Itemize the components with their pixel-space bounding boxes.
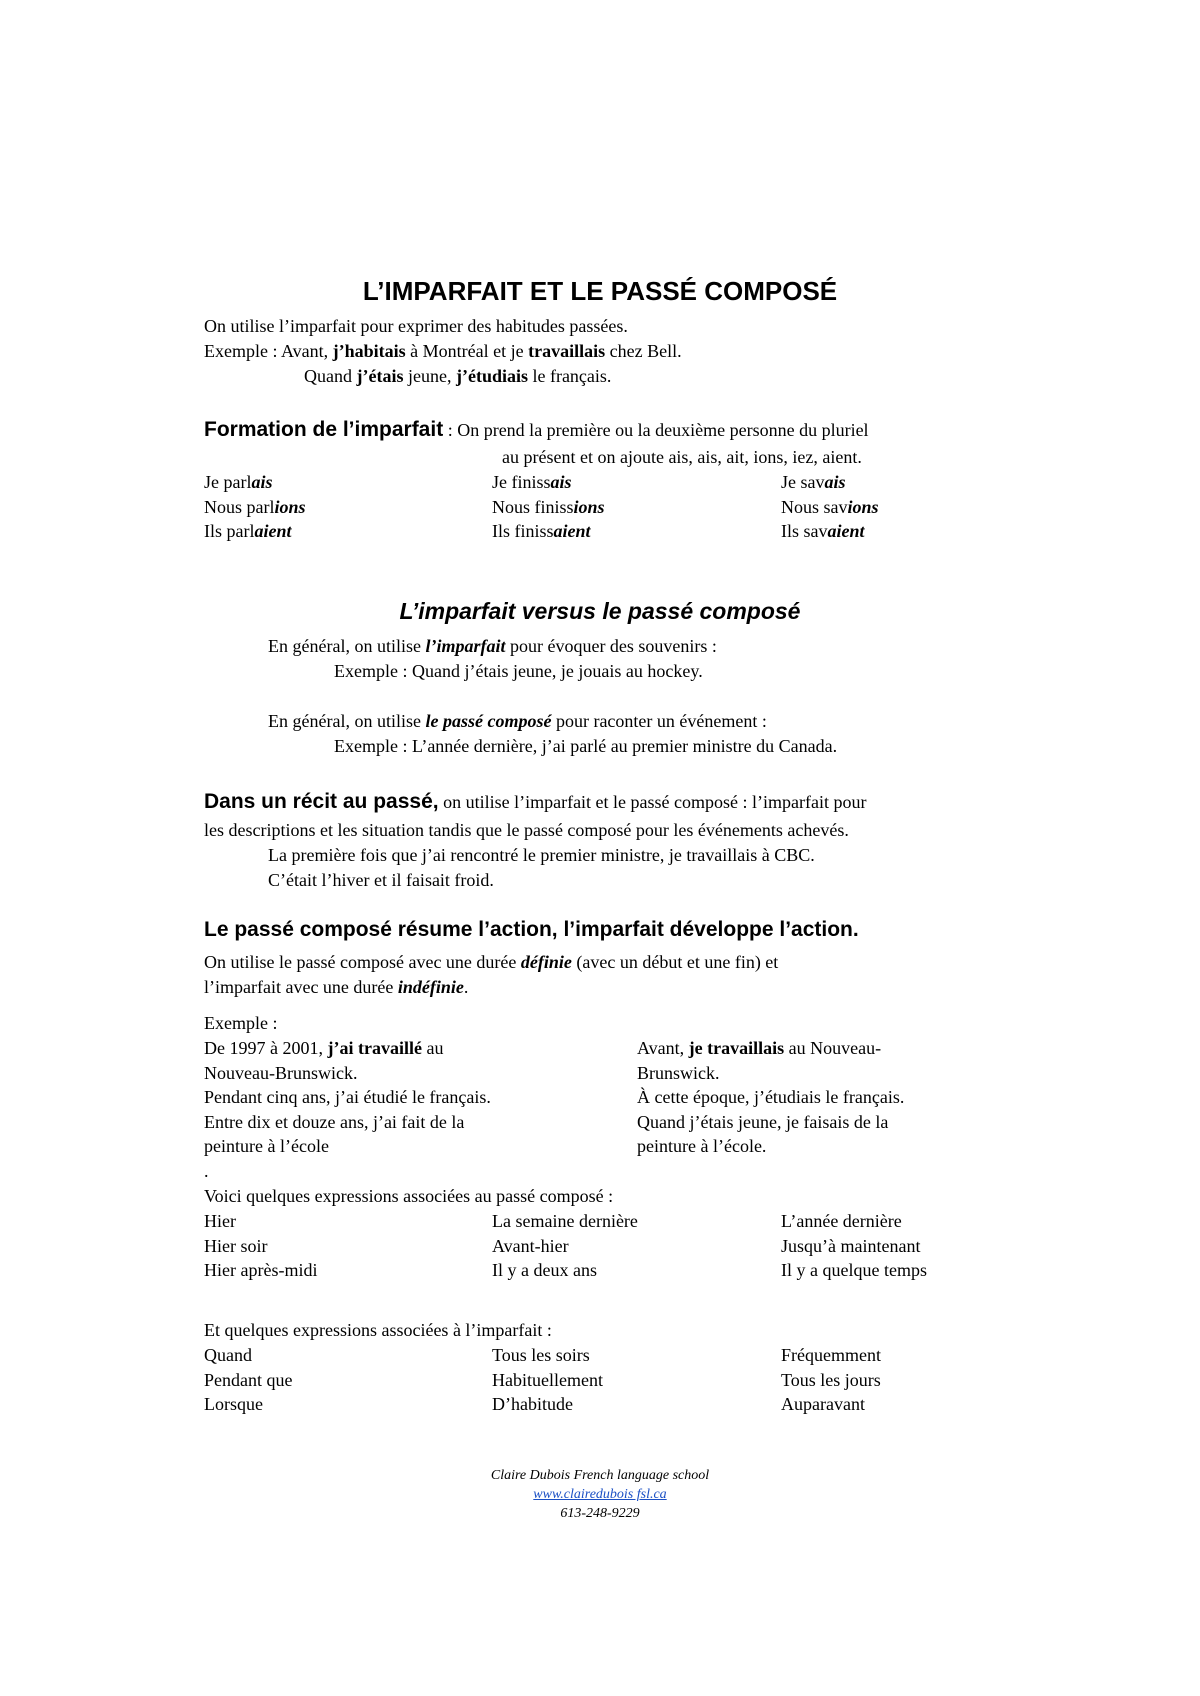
conj-item: Je savais [781,472,846,492]
expr-item: Habituellement [492,1369,603,1390]
expr-pc-col-1 [204,1209,317,1283]
conjugation-finir [492,470,605,544]
conj-item: Je finissais [492,472,572,492]
expr-item: Hier [204,1211,236,1231]
formation-line-2: au présent et on ajoute ais, ais, ait, ions, iez, aient. [502,447,862,467]
expr-item: Jusqu’à maintenant [781,1235,921,1256]
left-line: peinture à l’école [204,1136,329,1156]
expr-item: D’habitude [492,1394,573,1414]
page-title: L’IMPARFAIT ET LE PASSÉ COMPOSÉ [362,276,838,306]
expr-item: Il y a quelque temps [781,1260,927,1280]
expr-item: Auparavant [781,1394,865,1414]
expr-item: L’année dernière [781,1211,902,1231]
expr-item: La semaine dernière [492,1211,638,1231]
recit-heading: Dans un récit au passé, [204,790,439,813]
footer-school: Claire Dubois French language school [490,1468,710,1483]
intro-example-2: Quand j’étais jeune, j’étudiais le français. [304,366,612,386]
right-line: À cette époque, j’étudiais le français. [637,1087,905,1107]
intro-line: On utilise l’imparfait pour exprimer des habitudes passées. [204,316,628,336]
formation-heading: Formation de l’imparfait [204,418,444,441]
resume-heading: Le passé composé résume l’action, l’imparfait développe l’action. [204,918,859,941]
conjugation-savoir [781,470,879,544]
right-line: Quand j’étais jeune, je faisais de la [637,1111,889,1132]
footer-website-row [0,1485,1200,1504]
left-line: Entre dix et douze ans, j’ai fait de la [204,1111,465,1132]
conjugation-parler [204,470,306,544]
right-line: Brunswick. [637,1062,720,1083]
expr-imp-col-1 [204,1343,292,1417]
left-line: Pendant cinq ans, j’ai étudié le français. [204,1087,491,1107]
conj-item: Ils finissaient [492,521,591,541]
versus-example-2: Exemple : L’année dernière, j’ai parlé au premier ministre du Canada. [334,736,838,756]
left-line: Nouveau-Brunswick. [204,1062,358,1083]
expr-imp-col-2 [492,1343,603,1417]
intro-example-1: Exemple : Avant, j’habitais à Montréal et je travaillais chez Bell. [204,341,682,361]
expr-pc-intro: Voici quelques expressions associées au passé composé : [204,1186,614,1206]
conj-item: Nous parlions [204,496,306,517]
conj-item: Je parlais [204,472,273,492]
conj-item: Nous savions [781,496,879,517]
expr-item: Pendant que [204,1369,293,1390]
expr-item: Il y a deux ans [492,1260,597,1280]
versus-paragraph-2: En général, on utilise le passé composé pour raconter un événement : [268,711,767,731]
right-line: peinture à l’école. [637,1136,767,1156]
resume-line-2: l’imparfait avec une durée indéfinie. [204,977,469,997]
versus-paragraph-1: En général, on utilise l’imparfait pour évoquer des souvenirs : [268,636,717,656]
expr-pc-col-2 [492,1209,638,1283]
expr-item: Tous les soirs [492,1345,590,1365]
footer-website-link[interactable]: www.clairedubois fsl.ca [533,1487,667,1502]
footer-phone: 613-248-9229 [560,1506,640,1521]
versus-example-1: Exemple : Quand j’étais jeune, je jouais au hockey. [334,661,703,681]
recit-example-2: C’était l’hiver et il faisait froid. [268,870,494,890]
resume-right-column [637,1036,904,1159]
conj-item: Ils savaient [781,521,865,541]
stray-dot: . [204,1161,209,1181]
resume-left-column [204,1036,491,1159]
versus-heading: L’imparfait versus le passé composé [399,598,801,624]
formation-line: Formation de l’imparfait : On prend la première ou la deuxième personne du pluriel [204,418,869,441]
expr-item: Hier soir [204,1235,268,1256]
expr-imp-intro: Et quelques expressions associées à l’imparfait : [204,1320,552,1340]
recit-line: Dans un récit au passé, on utilise l’imparfait et le passé composé : l’imparfait pour [204,790,867,813]
right-line: Avant, je travaillais au Nouveau- [637,1038,882,1058]
conj-item: Nous finissions [492,496,605,517]
expr-imp-col-3 [781,1343,881,1417]
resume-line-1: On utilise le passé composé avec une durée définie (avec un début et une fin) et [204,952,779,972]
expr-item: Avant-hier [492,1235,569,1256]
recit-example-1: La première fois que j’ai rencontré le premier ministre, je travaillais à CBC. [268,845,815,865]
recit-line-2: les descriptions et les situation tandis que le passé composé pour les événements achevés. [204,820,849,840]
conj-item: Ils parlaient [204,521,292,541]
expr-item: Tous les jours [781,1369,881,1390]
resume-exemple-label: Exemple : [204,1013,278,1033]
expr-item: Hier après-midi [204,1260,318,1280]
expr-item: Lorsque [204,1394,263,1414]
expr-item: Quand [204,1345,252,1365]
expr-pc-col-3 [781,1209,927,1283]
expr-item: Fréquemment [781,1345,881,1365]
left-line: De 1997 à 2001, j’ai travaillé au [204,1038,444,1058]
